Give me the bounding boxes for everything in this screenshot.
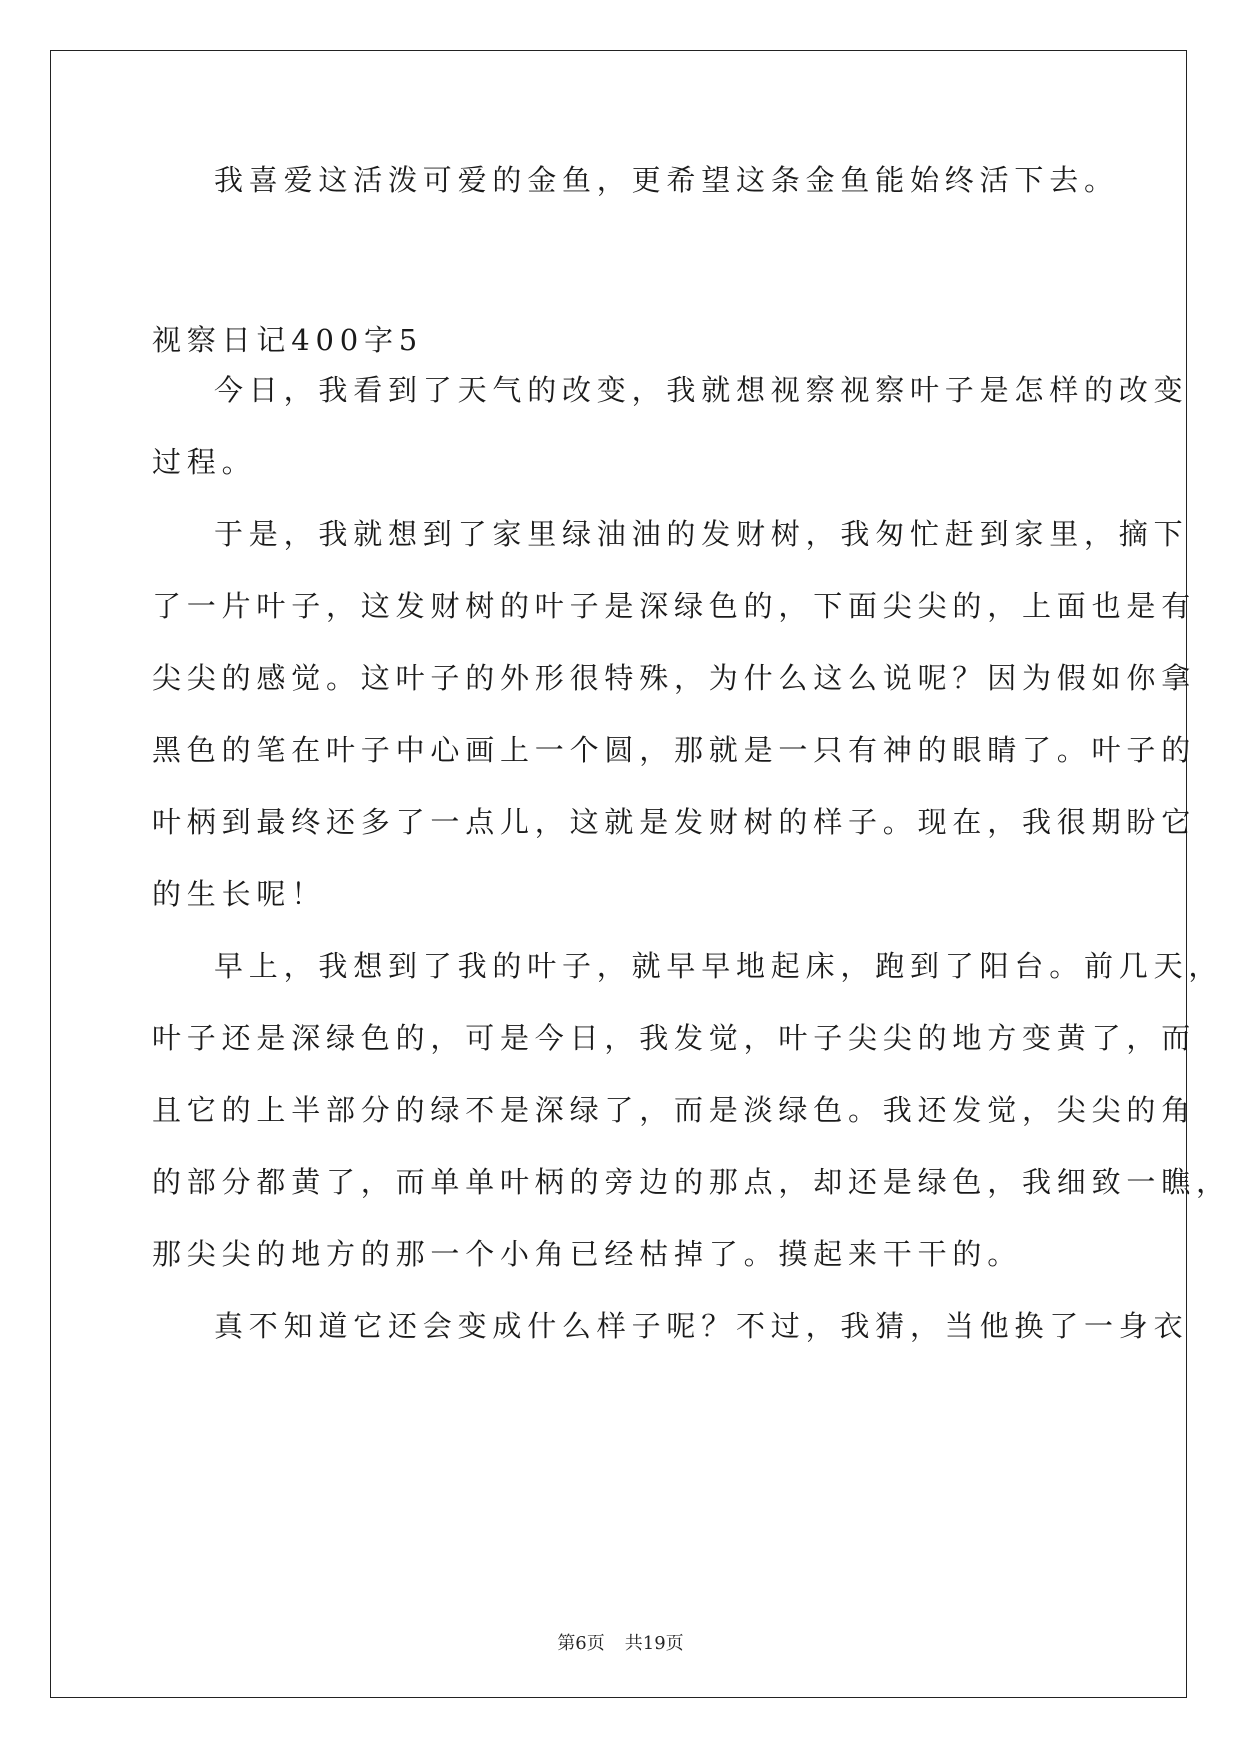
paragraph-line: 今日，我看到了天气的改变，我就想视察视察叶子是怎样的改变 bbox=[214, 373, 1189, 407]
page-footer bbox=[0, 1632, 1241, 1656]
paragraph-line: 的部分都黄了，而单单叶柄的旁边的那点，却还是绿色，我细致一瞧， bbox=[152, 1165, 1231, 1199]
paragraph-line: 过程。 bbox=[152, 445, 257, 479]
page-number: 第6页 bbox=[557, 1633, 605, 1654]
paragraph-line: 于是，我就想到了家里绿油油的发财树，我匆忙赶到家里，摘下 bbox=[214, 517, 1189, 551]
paragraph-line: 真不知道它还会变成什么样子呢？不过，我猜，当他换了一身衣 bbox=[214, 1309, 1189, 1343]
paragraph-line: 早上，我想到了我的叶子，就早早地起床，跑到了阳台。前几天， bbox=[214, 949, 1224, 983]
paragraph-line: 黑色的笔在叶子中心画上一个圆，那就是一只有神的眼睛了。叶子的 bbox=[152, 733, 1197, 767]
paragraph-line: 了一片叶子，这发财树的叶子是深绿色的，下面尖尖的，上面也是有 bbox=[152, 589, 1197, 623]
paragraph-line: 叶子还是深绿色的，可是今日，我发觉，叶子尖尖的地方变黄了，而 bbox=[152, 1021, 1197, 1055]
paragraph-line: 叶柄到最终还多了一点儿，这就是发财树的样子。现在，我很期盼它 bbox=[152, 805, 1197, 839]
paragraph-line: 我喜爱这活泼可爱的金鱼，更希望这条金鱼能始终活下去。 bbox=[214, 163, 1119, 197]
section-heading: 视察日记400字5 bbox=[152, 323, 424, 357]
paragraph-line: 那尖尖的地方的那一个小角已经枯掉了。摸起来干干的。 bbox=[152, 1237, 1023, 1271]
paragraph-line: 尖尖的感觉。这叶子的外形很特殊，为什么这么说呢？因为假如你拿 bbox=[152, 661, 1197, 695]
paragraph-line: 的生长呢！ bbox=[152, 877, 327, 911]
paragraph-line: 且它的上半部分的绿不是深绿了，而是淡绿色。我还发觉，尖尖的角 bbox=[152, 1093, 1197, 1127]
page-total: 共19页 bbox=[624, 1633, 684, 1654]
